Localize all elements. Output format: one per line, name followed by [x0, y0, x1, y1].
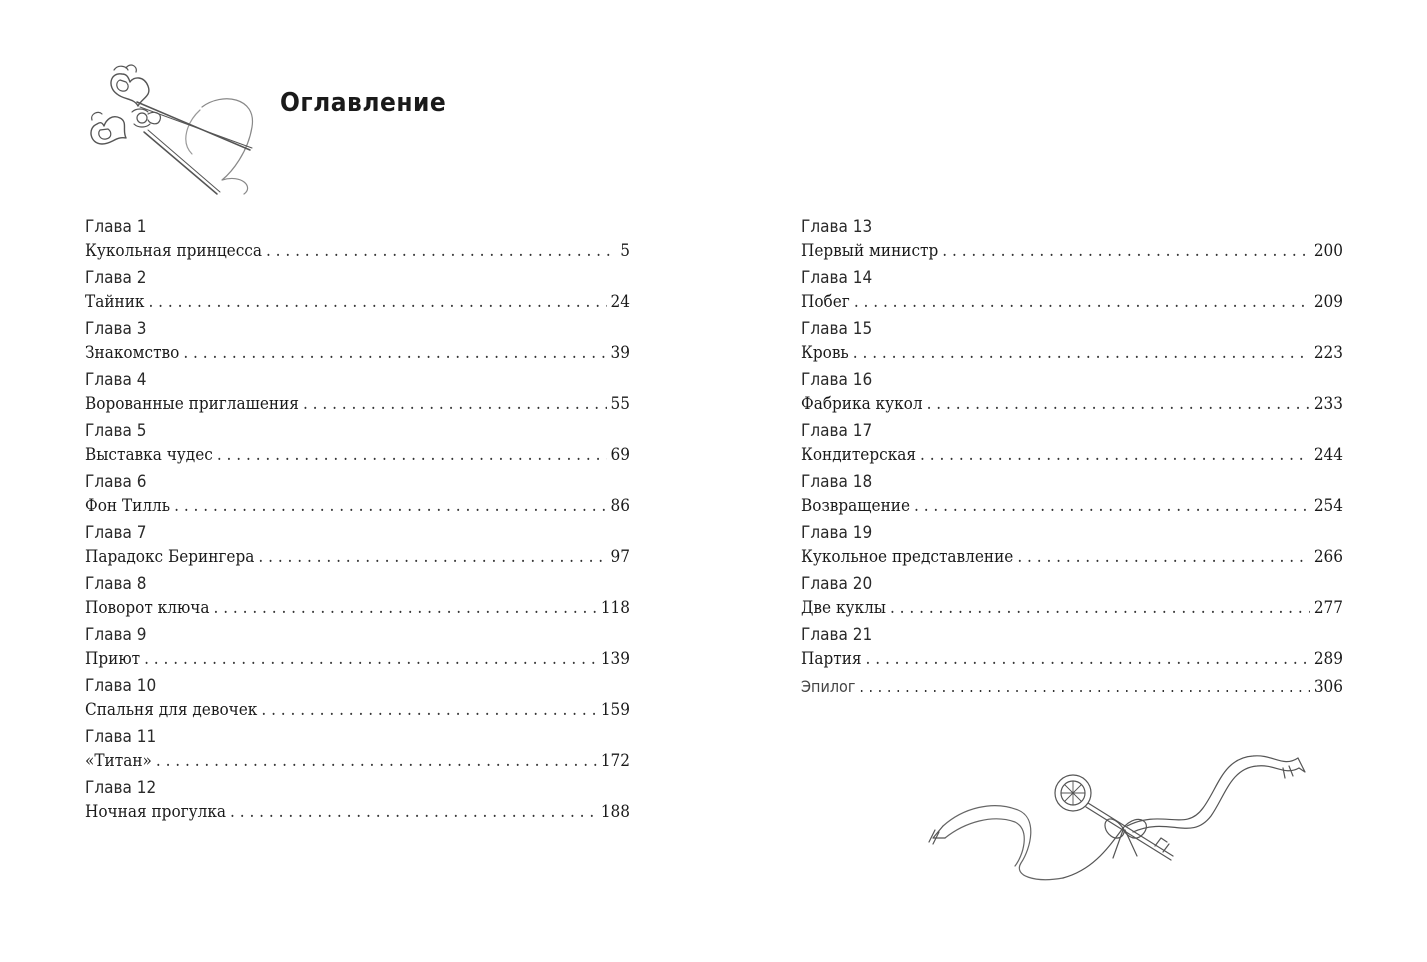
chapter-title: Парадокс Берингера [85, 547, 255, 567]
dot-leader [217, 443, 607, 467]
toc-entry-epilogue[interactable] [801, 675, 1343, 726]
page-number: 266 [1313, 547, 1343, 567]
chapter-label: Глава 8 [85, 574, 147, 594]
dot-leader [853, 341, 1310, 365]
page-number: 97 [610, 547, 630, 567]
dot-leader [942, 239, 1310, 263]
chapter-title: Кондитерская [801, 445, 917, 465]
chapter-label: Глава 14 [801, 268, 873, 288]
page-number: 223 [1313, 343, 1343, 363]
chapter-label: Глава 6 [85, 472, 147, 492]
chapter-label: Глава 19 [801, 523, 873, 543]
dot-leader [230, 800, 597, 824]
left-page [0, 0, 713, 962]
page-number: 289 [1313, 649, 1343, 669]
dot-leader [914, 494, 1310, 518]
dot-leader [890, 596, 1310, 620]
chapter-label: Глава 3 [85, 319, 147, 339]
chapter-title: Поворот ключа [85, 598, 210, 618]
toc-entry[interactable] [85, 573, 630, 624]
toc-entry[interactable] [801, 318, 1343, 369]
page-number: 200 [1313, 241, 1343, 261]
toc-entry[interactable] [85, 675, 630, 726]
toc-entry[interactable] [85, 726, 630, 777]
toc-entry[interactable] [85, 471, 630, 522]
dot-leader [174, 494, 606, 518]
toc-entry[interactable] [85, 522, 630, 573]
chapter-title: Фон Тилль [85, 496, 171, 516]
dot-leader [303, 392, 607, 416]
chapter-title: Возвращение [801, 496, 910, 516]
dot-leader [920, 443, 1310, 467]
toc-entry[interactable] [801, 624, 1343, 675]
page-number: 277 [1313, 598, 1343, 618]
page-number: 306 [1313, 677, 1343, 697]
chapter-title: Первый министр [801, 241, 939, 261]
page-number: 172 [600, 751, 630, 771]
chapter-label: Глава 16 [801, 370, 873, 390]
page-number: 209 [1313, 292, 1343, 312]
page-number: 159 [600, 700, 630, 720]
toc-entry[interactable] [801, 420, 1343, 471]
page-number: 86 [610, 496, 630, 516]
chapter-label: Глава 7 [85, 523, 147, 543]
chapter-label: Глава 20 [801, 574, 873, 594]
chapter-label: Глава 10 [85, 676, 157, 696]
chapter-label: Глава 9 [85, 625, 147, 645]
page-number: 244 [1313, 445, 1343, 465]
page-number: 24 [610, 292, 630, 312]
toc-entry[interactable] [85, 624, 630, 675]
chapter-title: Побег [801, 292, 850, 312]
chapter-title: Ворованные приглашения [85, 394, 299, 414]
chapter-label: Глава 17 [801, 421, 873, 441]
toc-entry[interactable] [85, 216, 630, 267]
chapter-title: Выставка чудес [85, 445, 213, 465]
chapter-label: Глава 5 [85, 421, 147, 441]
toc-entry[interactable] [801, 573, 1343, 624]
right-page [713, 0, 1427, 962]
dot-leader [866, 647, 1310, 671]
chapter-title: Ночная прогулка [85, 802, 227, 822]
chapter-title: Партия [801, 649, 862, 669]
toc-entry[interactable] [801, 369, 1343, 420]
dot-leader [261, 698, 596, 722]
chapter-label: Глава 1 [85, 217, 147, 237]
dot-leader [266, 239, 616, 263]
epilogue-title: Эпилог [801, 677, 856, 696]
chapter-label: Глава 2 [85, 268, 147, 288]
scissors-illustration-icon [82, 62, 267, 202]
chapter-label: Глава 21 [801, 625, 873, 645]
chapter-title: Знакомство [85, 343, 180, 363]
dot-leader [854, 290, 1310, 314]
page-number: 188 [600, 802, 630, 822]
page-number: 5 [620, 241, 630, 261]
page-number: 233 [1313, 394, 1343, 414]
chapter-title: Тайник [85, 292, 145, 312]
toc-entry[interactable] [85, 420, 630, 471]
toc-entry[interactable] [85, 267, 630, 318]
chapter-label: Глава 15 [801, 319, 873, 339]
chapter-title: Кукольная принцесса [85, 241, 262, 261]
page-number: 118 [600, 598, 630, 618]
chapter-title: Спальня для девочек [85, 700, 258, 720]
chapter-label: Глава 13 [801, 217, 873, 237]
page-number: 39 [610, 343, 630, 363]
chapter-title: «Титан» [85, 751, 152, 771]
dot-leader [213, 596, 596, 620]
toc-entry[interactable] [801, 216, 1343, 267]
chapter-label: Глава 11 [85, 727, 157, 747]
page-number: 69 [610, 445, 630, 465]
dot-leader [258, 545, 606, 569]
dot-leader [148, 290, 606, 314]
toc-left-column [85, 216, 630, 828]
chapter-label: Глава 18 [801, 472, 873, 492]
chapter-title: Фабрика кукол [801, 394, 923, 414]
key-with-ribbon-illustration-icon [923, 738, 1308, 888]
page-number: 55 [610, 394, 630, 414]
chapter-title: Кровь [801, 343, 849, 363]
toc-entry[interactable] [801, 522, 1343, 573]
dot-leader [859, 675, 1309, 699]
chapter-title: Кукольное представление [801, 547, 1014, 567]
toc-entry[interactable] [801, 267, 1343, 318]
chapter-label: Глава 12 [85, 778, 157, 798]
chapter-label: Глава 4 [85, 370, 147, 390]
toc-entry[interactable] [85, 318, 630, 369]
page-title: Оглавление [280, 88, 447, 118]
toc-entry[interactable] [85, 777, 630, 828]
dot-leader [156, 749, 597, 773]
toc-entry[interactable] [801, 471, 1343, 522]
page-number: 254 [1313, 496, 1343, 516]
toc-right-column [801, 216, 1343, 726]
dot-leader [927, 392, 1310, 416]
toc-entry[interactable] [85, 369, 630, 420]
chapter-title: Приют [85, 649, 141, 669]
dot-leader [1017, 545, 1309, 569]
page-number: 139 [600, 649, 630, 669]
chapter-title: Две куклы [801, 598, 886, 618]
dot-leader [144, 647, 597, 671]
dot-leader [183, 341, 606, 365]
